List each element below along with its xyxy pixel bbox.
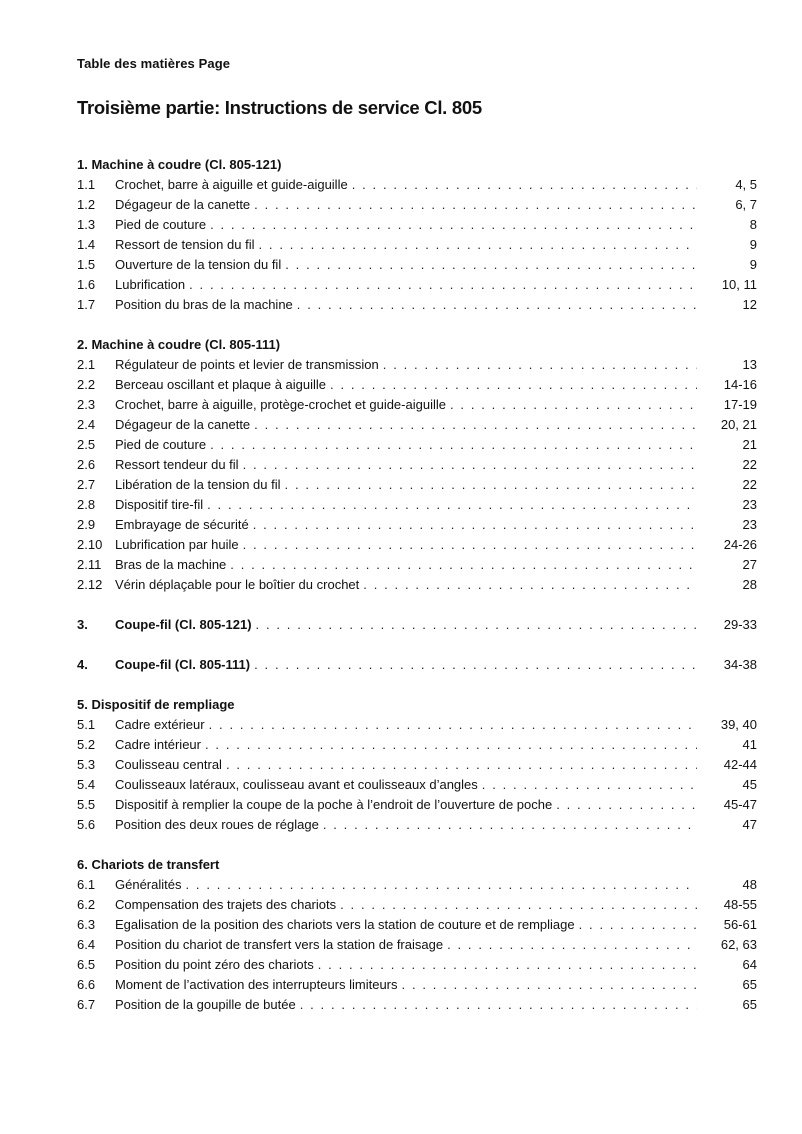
section-spacer [77,315,757,335]
dot-leader [243,455,697,475]
dot-leader [340,895,697,915]
entry-page-number: 20, 21 [720,417,757,432]
section-heading: 6. Chariots de transfert [77,857,220,872]
entry-number: 2.2 [77,377,96,392]
entry-page-number: 22 [742,477,757,492]
toc-entry [77,355,757,375]
entry-number: 6.3 [77,917,96,932]
entry-page-number: 48 [742,877,757,892]
entry-page-number: 9 [749,257,757,272]
entry-title: Embrayage de sécurité [115,517,249,532]
entry-number: 2.11 [77,557,102,572]
toc-entry [77,815,757,835]
toc-entry [77,915,757,935]
section-spacer [77,635,757,655]
toc-entry [77,575,757,595]
toc-section [77,695,757,835]
entry-page-number: 34-38 [723,657,757,672]
toc-entry [77,875,757,895]
entry-title: Moment de l’activation des interrupteurs limiteurs [115,977,398,992]
entry-page-number: 6, 7 [735,197,757,212]
entry-number: 6.2 [77,897,96,912]
section-heading: 1. Machine à coudre (Cl. 805-121) [77,157,282,172]
toc-entry [77,175,757,195]
entry-page-number: 27 [742,557,757,572]
entry-number: 2.6 [77,457,96,472]
dot-leader [230,555,697,575]
dot-leader [482,775,697,795]
dot-leader [254,655,697,675]
toc-entry [77,375,757,395]
toc-entry [77,295,757,315]
entry-page-number: 10, 11 [721,277,757,292]
section-spacer [77,675,757,695]
dot-leader [323,815,697,835]
dot-leader [210,215,697,235]
entry-number: 5.2 [77,737,96,752]
entry-number: 1.5 [77,257,96,272]
entry-page-number: 28 [742,577,757,592]
entry-title: Cadre intérieur [115,737,201,752]
entry-page-number: 21 [742,437,757,452]
entry-number: 1.6 [77,277,96,292]
dot-leader [254,415,697,435]
entry-title: Lubrification par huile [115,537,239,552]
entry-title: Coupe-fil (Cl. 805-111) [115,657,251,672]
dot-leader [450,395,697,415]
toc-entry [77,775,757,795]
entry-page-number: 8 [749,217,757,232]
toc-entry [77,495,757,515]
entry-page-number: 45 [742,777,757,792]
dot-leader [363,575,697,595]
dot-leader [352,175,697,195]
entry-title: Coulisseaux latéraux, coulisseau avant et coulisseaux d’angles [115,777,478,792]
toc-section [77,615,757,635]
entry-title: Coupe-fil (Cl. 805-121) [115,617,252,632]
entry-title: Position des deux roues de réglage [115,817,319,832]
dot-leader [402,975,697,995]
dot-leader [330,375,697,395]
toc-entry [77,555,757,575]
entry-title: Egalisation de la position des chariots vers la station de couture et de rempliage [115,917,575,932]
dot-leader [285,475,697,495]
entry-number: 2.1 [77,357,96,372]
entry-title: Pied de couture [115,217,207,232]
toc-entry [77,895,757,915]
entry-number: 5.3 [77,757,96,772]
toc-entry [77,475,757,495]
dot-leader [243,535,697,555]
section-heading: 2. Machine à coudre (Cl. 805-111) [77,337,281,352]
entry-page-number: 13 [742,357,757,372]
toc-entry [77,535,757,555]
section-heading: 5. Dispositif de rempliage [77,697,235,712]
entry-title: Coulisseau central [115,757,222,772]
toc-entry [77,995,757,1015]
dot-leader [297,295,697,315]
entry-title: Position du chariot de transfert vers la station de fraisage [115,937,444,952]
entry-page-number: 17-19 [723,397,757,412]
entry-title: Ressort de tension du fil [115,237,255,252]
section-spacer [77,595,757,615]
dot-leader [226,755,697,775]
part-title: Troisième partie: Instructions de service Cl. 805 [77,97,482,118]
toc-sections [77,155,757,1015]
toc-entry [77,455,757,475]
toc-header: Table des matières Page [77,56,231,71]
entry-page-number: 62, 63 [720,937,757,952]
entry-title: Pied de couture [115,437,207,452]
entry-title: Dégageur de la canette [115,197,251,212]
entry-page-number: 4, 5 [735,177,757,192]
entry-number: 2.9 [77,517,96,532]
entry-title: Dégageur de la canette [115,417,251,432]
toc-entry [77,215,757,235]
toc-entry [77,755,757,775]
entry-title: Lubrification [115,277,186,292]
entry-number: 5.6 [77,817,96,832]
toc-entry [77,515,757,535]
toc-entry [77,435,757,455]
entry-number: 1.7 [77,297,96,312]
entry-page-number: 12 [742,297,757,312]
toc-section [77,655,757,675]
toc-entry [77,935,757,955]
entry-page-number: 23 [742,497,757,512]
dot-leader [285,255,697,275]
entry-page-number: 39, 40 [720,717,757,732]
entry-number: 5.1 [77,717,96,732]
entry-number: 2.12 [77,577,103,592]
entry-title: Bras de la machine [115,557,227,572]
dot-leader [556,795,697,815]
entry-page-number: 24-26 [723,537,757,552]
entry-page-number: 45-47 [723,797,757,812]
entry-title: Régulateur de points et levier de transmission [115,357,379,372]
entry-number: 2.3 [77,397,96,412]
dot-leader [318,955,697,975]
entry-title: Position du bras de la machine [115,297,293,312]
dot-leader [189,275,697,295]
entry-title: Libération de la tension du fil [115,477,281,492]
entry-title: Dispositif tire-fil [115,497,204,512]
entry-page-number: 42-44 [723,757,757,772]
dot-leader [383,355,697,375]
entry-number: 1.1 [77,177,96,192]
entry-page-number: 64 [742,957,757,972]
toc-entry [77,975,757,995]
entry-number: 2.4 [77,417,96,432]
entry-number: 5.4 [77,777,96,792]
entry-page-number: 29-33 [723,617,757,632]
entry-title: Berceau oscillant et plaque à aiguille [115,377,327,392]
entry-number: 5.5 [77,797,96,812]
toc-section [77,855,757,1015]
entry-number: 6.6 [77,977,96,992]
entry-page-number: 48-55 [723,897,757,912]
toc-entry [77,655,757,675]
dot-leader [258,235,697,255]
toc-entry [77,955,757,975]
entry-number: 2.5 [77,437,96,452]
toc-section [77,335,757,595]
entry-number: 2.8 [77,497,96,512]
entry-page-number: 47 [742,817,757,832]
entry-page-number: 23 [742,517,757,532]
entry-number: 3. [77,617,88,632]
dot-leader [579,915,697,935]
section-spacer [77,835,757,855]
entry-title: Compensation des trajets des chariots [115,897,337,912]
toc-entry [77,195,757,215]
dot-leader [300,995,697,1015]
entry-page-number: 41 [742,737,757,752]
toc-entry [77,235,757,255]
entry-number: 1.3 [77,217,96,232]
entry-number: 6.7 [77,997,96,1012]
toc-entry [77,395,757,415]
dot-leader [210,435,697,455]
entry-title: Ressort tendeur du fil [115,457,239,472]
dot-leader [209,715,697,735]
entry-number: 2.7 [77,477,96,492]
entry-title: Généralités [115,877,182,892]
toc-entry [77,275,757,295]
entry-page-number: 65 [742,997,757,1012]
dot-leader [207,495,697,515]
entry-title: Position de la goupille de butée [115,997,296,1012]
entry-page-number: 22 [742,457,757,472]
entry-title: Cadre extérieur [115,717,205,732]
entry-title: Position du point zéro des chariots [115,957,314,972]
entry-page-number: 9 [749,237,757,252]
toc-entry [77,615,757,635]
entry-title: Crochet, barre à aiguille et guide-aiguille [115,177,348,192]
entry-number: 6.1 [77,877,96,892]
entry-title: Dispositif à remplier la coupe de la poche à l’endroit de l’ouverture de poche [115,797,553,812]
dot-leader [447,935,697,955]
entry-title: Vérin déplaçable pour le boîtier du crochet [115,577,360,592]
entry-number: 6.5 [77,957,96,972]
dot-leader [254,195,697,215]
entry-title: Ouverture de la tension du fil [115,257,282,272]
entry-number: 1.4 [77,237,96,252]
entry-number: 6.4 [77,937,96,952]
dot-leader [256,615,697,635]
toc-entry [77,795,757,815]
dot-leader [205,735,697,755]
entry-number: 2.10 [77,537,103,552]
toc-entry [77,735,757,755]
toc-entry [77,415,757,435]
entry-number: 1.2 [77,197,96,212]
toc-entry [77,715,757,735]
toc-section [77,155,757,315]
entry-page-number: 14-16 [723,377,757,392]
entry-page-number: 56-61 [723,917,757,932]
entry-page-number: 65 [742,977,757,992]
toc-entry [77,255,757,275]
dot-leader [185,875,697,895]
dot-leader [253,515,697,535]
entry-number: 4. [77,657,88,672]
entry-title: Crochet, barre à aiguille, protège-crochet et guide-aiguille [115,397,446,412]
